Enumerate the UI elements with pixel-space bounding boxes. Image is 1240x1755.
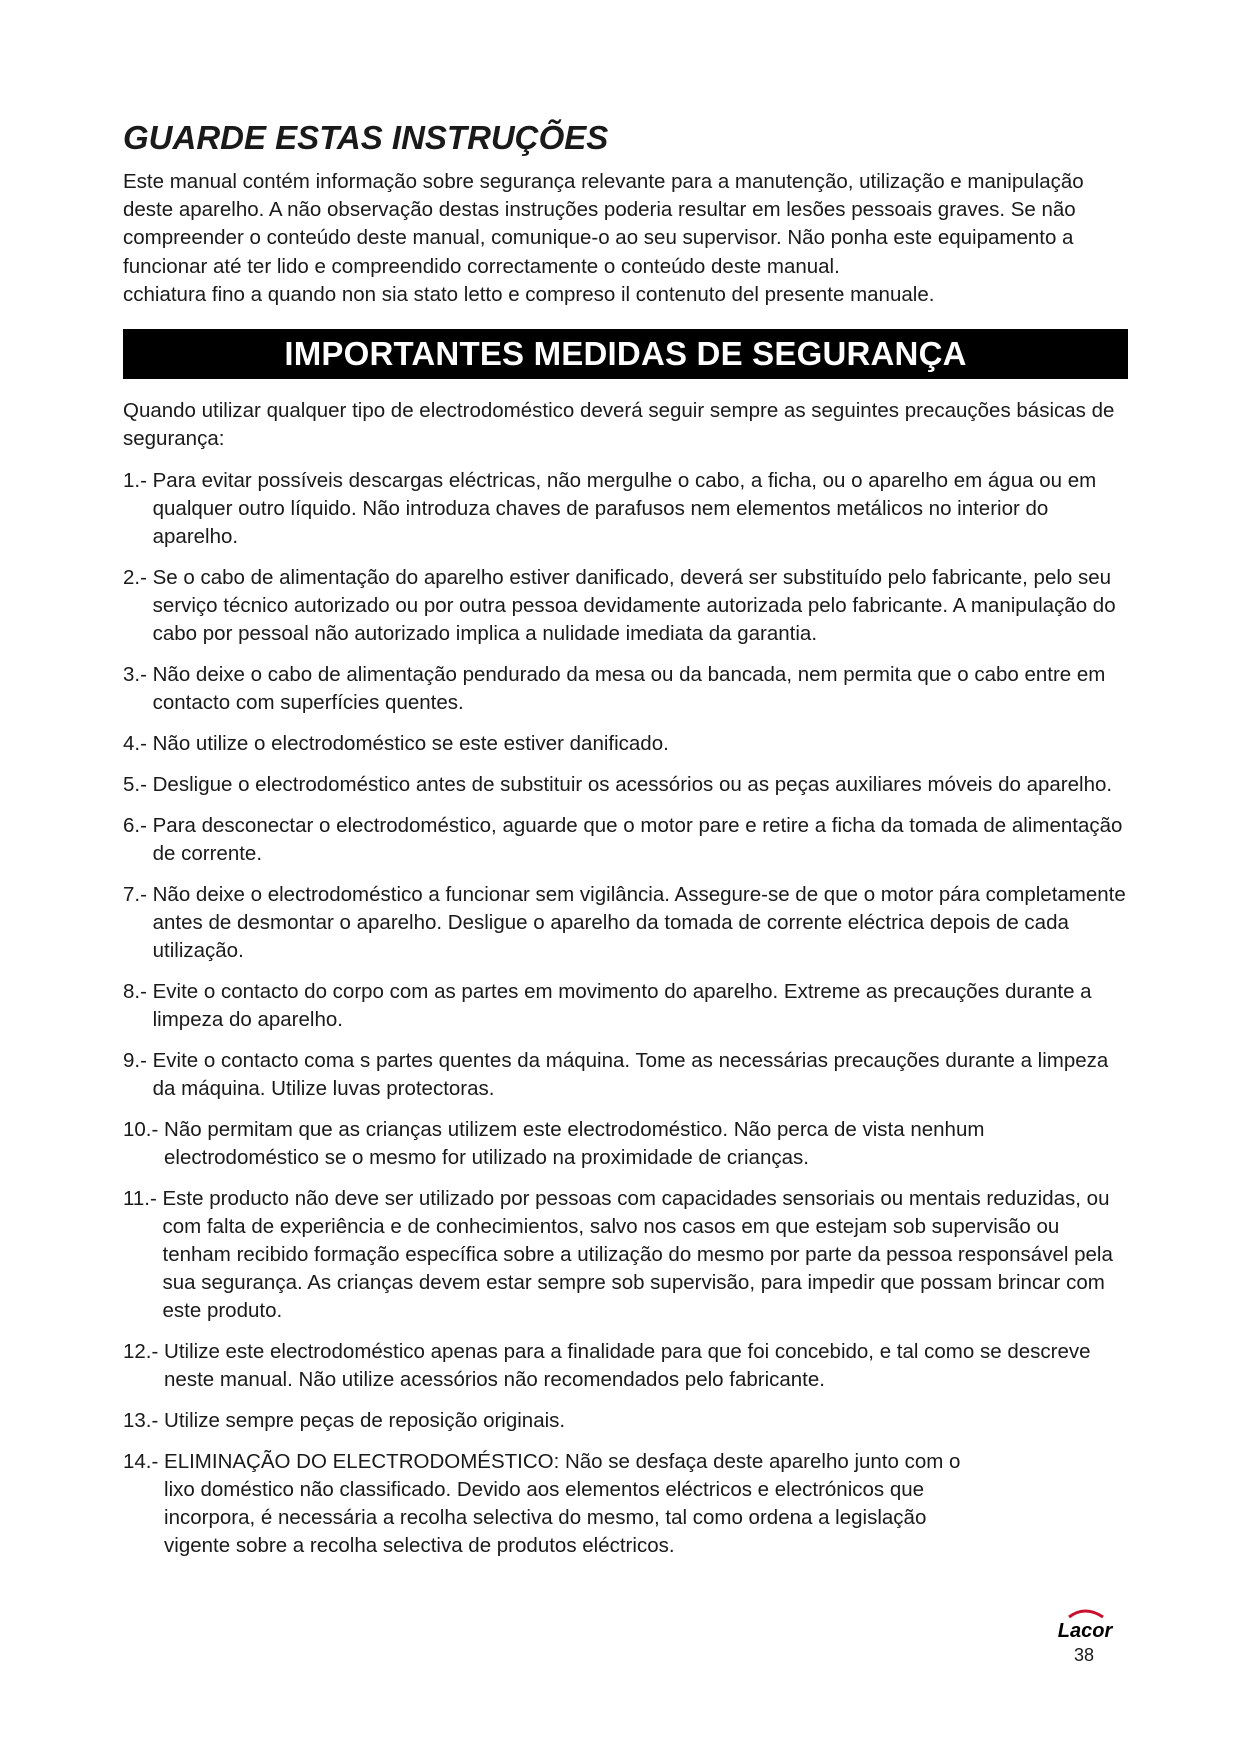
- section-banner: IMPORTANTES MEDIDAS DE SEGURANÇA: [123, 329, 1128, 379]
- item-text: Não deixe o cabo de alimentação pendurado da mesa ou da bancada, nem permita que o cabo entre em contacto com superfícies quentes.: [152, 663, 1106, 715]
- intro-paragraph: Este manual contém informação sobre segurança relevante para a manutenção, utilização e manipulação deste aparelho. A não observação destas instruções poderia resultar em lesões pessoais graves. Se não compreender o conteúdo deste manual, comunique-o ao seu supervisor. Não ponha este equipamento a funcionar até ter lido e compreendido correctamente o conteúdo deste manual.: [123, 170, 1084, 278]
- list-item: [123, 978, 1128, 1034]
- item-number: 8.-: [123, 980, 153, 1004]
- lead-text: Quando utilizar qualquer tipo de electrodoméstico deverá seguir sempre as seguintes precauções básicas de segurança:: [123, 399, 1115, 451]
- item-number: 9.-: [123, 1049, 153, 1073]
- item-text: Não deixe o electrodoméstico a funcionar sem vigilância. Assegure-se de que o motor pára completamente antes de desmontar o aparelho. Desligue o aparelho da tomada de corrente eléctrica depois de cada utilização.: [152, 883, 1126, 963]
- item-text: Para evitar possíveis descargas eléctricas, não mergulhe o cabo, a ficha, ou o aparelho em água ou em qualquer outro líquido. Não introduza chaves de parafusos nem elementos metálicos no interior do aparelho.: [152, 469, 1097, 549]
- item-number: 1.-: [123, 469, 153, 493]
- item-text: Utilize sempre peças de reposição originais.: [164, 1409, 566, 1433]
- item-number: 11.-: [123, 1187, 163, 1211]
- item-text: Para desconectar o electrodoméstico, aguarde que o motor pare e retire a ficha da tomada de alimentação de corrente.: [152, 814, 1123, 866]
- item-number: 3.-: [123, 663, 153, 687]
- intro-paragraph-fragment: cchiatura fino a quando non sia stato letto e compreso il contenuto del presente manuale.: [123, 282, 935, 306]
- item-text: Se o cabo de alimentação do aparelho estiver danificado, deverá ser substituído pelo fabricante, pelo seu serviço técnico autorizado ou por outra pessoa devidamente autorizada pelo fabricante. A manipulação do cabo por pessoal não autorizado implica a nulidade imediata da garantia.: [152, 566, 1116, 646]
- logo-text: Lacor: [1057, 1620, 1113, 1641]
- intro-text: [123, 168, 1128, 309]
- list-item: [123, 1116, 1128, 1172]
- item-number: 4.-: [123, 732, 153, 756]
- item-text: Este producto não deve ser utilizado por pessoas com capacidades sensoriais ou mentais reduzidas, ou com falta de experiência e de conhecimientos, salvo nos casos em que estejam sob supervisão ou tenham recibido formação específica sobre a utilização do mesmo por parte da pessoa responsável pela sua segurança. As crianças devem estar sempre sob supervisão, para impedir que possam brincar com este produto.: [162, 1187, 1113, 1323]
- logo-arc: [1069, 1611, 1103, 1617]
- list-item: [123, 812, 1128, 868]
- item-text: Não permitam que as crianças utilizem este electrodoméstico. Não perca de vista nenhum electrodoméstico se o mesmo for utilizado na proximidade de crianças.: [164, 1118, 985, 1170]
- list-item: [123, 1407, 1128, 1435]
- list-item: [123, 881, 1128, 965]
- list-item: [123, 1185, 1128, 1325]
- list-item: [123, 1448, 993, 1560]
- item-text: Utilize este electrodoméstico apenas para a finalidade para que foi concebido, e tal como se descreve neste manual. Não utilize acessórios não recomendados pelo fabricante.: [164, 1340, 1091, 1392]
- list-item: [123, 564, 1128, 648]
- page-title: GUARDE ESTAS INSTRUÇÕES: [123, 119, 609, 156]
- item-text: Evite o contacto coma s partes quentes da máquina. Tome as necessárias precauções durante a limpeza da máquina. Utilize luvas protectoras.: [152, 1049, 1109, 1101]
- item-text: ELIMINAÇÃO DO ELECTRODOMÉSTICO: Não se desfaça deste aparelho junto com o lixo doméstico não classificado. Devido aos elementos eléctricos e electrónicos que incorpora, é necessária a recolha selectiva do mesmo, tal como ordena a legislação vigente sobre a recolha selectiva de produtos eléctricos.: [164, 1450, 961, 1558]
- page-number: 38: [1074, 1645, 1095, 1665]
- item-number: 13.-: [123, 1409, 165, 1433]
- lacor-logo: [1047, 1607, 1123, 1641]
- item-text: Não utilize o electrodoméstico se este estiver danificado.: [152, 732, 669, 756]
- list-item: [123, 661, 1128, 717]
- list-item: [123, 1047, 1128, 1103]
- item-text: Evite o contacto do corpo com as partes em movimento do aparelho. Extreme as precauções durante a limpeza do aparelho.: [152, 980, 1092, 1032]
- item-number: 6.-: [123, 814, 153, 838]
- item-number: 10.-: [123, 1118, 165, 1142]
- manual-page: [123, 118, 1128, 1573]
- item-number: 2.-: [123, 566, 153, 590]
- item-text: Desligue o electrodoméstico antes de substituir os acessórios ou as peças auxiliares móveis do aparelho.: [152, 773, 1113, 797]
- item-number: 14.-: [123, 1450, 165, 1474]
- item-number: 7.-: [123, 883, 153, 907]
- item-number: 5.-: [123, 773, 153, 797]
- list-item: [123, 771, 1128, 799]
- safety-list: [123, 467, 1128, 1560]
- list-item: [123, 730, 1128, 758]
- item-number: 12.-: [123, 1340, 165, 1364]
- list-item: [123, 1338, 1128, 1394]
- list-item: [123, 467, 1128, 551]
